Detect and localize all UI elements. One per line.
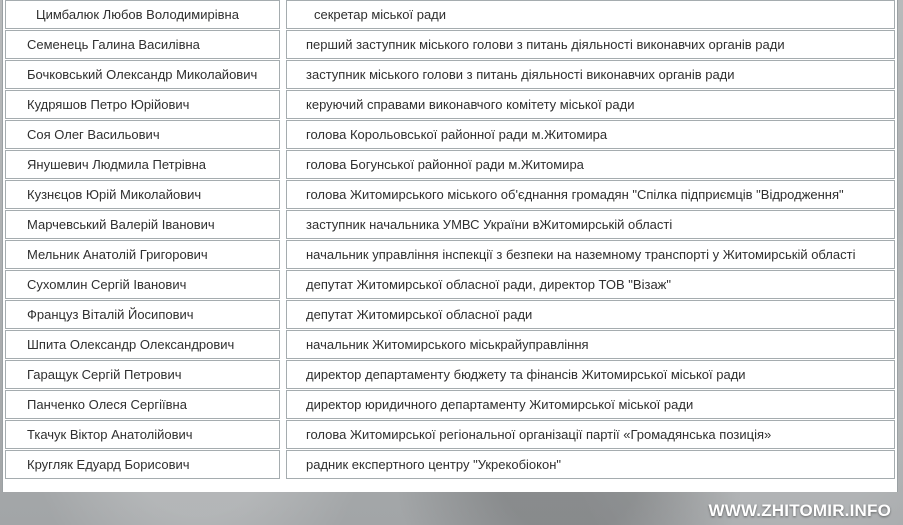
role-cell: депутат Житомирської обласної ради, директор ТОВ "Візаж"	[286, 270, 895, 299]
table-row	[3, 360, 897, 390]
table-row	[3, 240, 897, 270]
role-cell: голова Богунської районної ради м.Житомира	[286, 150, 895, 179]
role-cell: депутат Житомирської обласної ради	[286, 300, 895, 329]
name-cell: Бочковський Олександр Миколайович	[5, 60, 280, 89]
table-row	[3, 30, 897, 60]
role-cell: начальник Житомирського міськрайуправління	[286, 330, 895, 359]
role-cell: заступник міського голови з питань діяльності виконавчих органів ради	[286, 60, 895, 89]
name-cell: Кудряшов Петро Юрійович	[5, 90, 280, 119]
name-cell: Шпита Олександр Олександрович	[5, 330, 280, 359]
table-row	[3, 420, 897, 450]
role-cell: заступник начальника УМВС України вЖитомирській області	[286, 210, 895, 239]
table-row	[3, 300, 897, 330]
name-cell: Француз Віталій Йосипович	[5, 300, 280, 329]
role-cell: начальник управління інспекції з безпеки на наземному транспорті у Житомирській області	[286, 240, 895, 269]
name-cell: Соя Олег Васильович	[5, 120, 280, 149]
role-cell: голова Корольовської районної ради м.Житомира	[286, 120, 895, 149]
role-cell: керуючий справами виконавчого комітету міської ради	[286, 90, 895, 119]
table-row	[3, 120, 897, 150]
name-cell: Гаращук Сергій Петрович	[5, 360, 280, 389]
role-cell: голова Житомирського міського об'єднання громадян "Спілка підприємців "Відродження"	[286, 180, 895, 209]
role-cell: директор департаменту бюджету та фінансів Житомирської міської ради	[286, 360, 895, 389]
table-row	[3, 390, 897, 420]
role-cell: радник експертного центру "Укрекобіокон"	[286, 450, 895, 479]
name-cell: Кругляк Едуард Борисович	[5, 450, 280, 479]
table-row	[3, 450, 897, 480]
role-cell: директор юридичного департаменту Житомирської міської ради	[286, 390, 895, 419]
role-cell: голова Житомирської регіональної організації партії «Громадянська позиція»	[286, 420, 895, 449]
role-cell: перший заступник міського голови з питань діяльності виконавчих органів ради	[286, 30, 895, 59]
name-cell: Мельник Анатолій Григорович	[5, 240, 280, 269]
name-cell: Цимбалюк Любов Володимирівна	[5, 0, 280, 29]
watermark-logo: WWW.ZHITOMIR.INFO	[708, 501, 891, 520]
name-cell: Марчевський Валерій Іванович	[5, 210, 280, 239]
name-cell: Янушевич Людмила Петрівна	[5, 150, 280, 179]
name-cell: Кузнєцов Юрій Миколайович	[5, 180, 280, 209]
role-cell: секретар міської ради	[286, 0, 895, 29]
table-row	[3, 60, 897, 90]
name-cell: Сухомлин Сергій Іванович	[5, 270, 280, 299]
name-cell: Ткачук Віктор Анатолійович	[5, 420, 280, 449]
name-cell: Панченко Олеся Сергіївна	[5, 390, 280, 419]
table-row	[3, 270, 897, 300]
officials-table	[2, 0, 898, 492]
table-row	[3, 330, 897, 360]
table-row	[3, 0, 897, 30]
table-row	[3, 150, 897, 180]
table-row	[3, 90, 897, 120]
table-row	[3, 210, 897, 240]
name-cell: Семенець Галина Василівна	[5, 30, 280, 59]
table-row	[3, 180, 897, 210]
